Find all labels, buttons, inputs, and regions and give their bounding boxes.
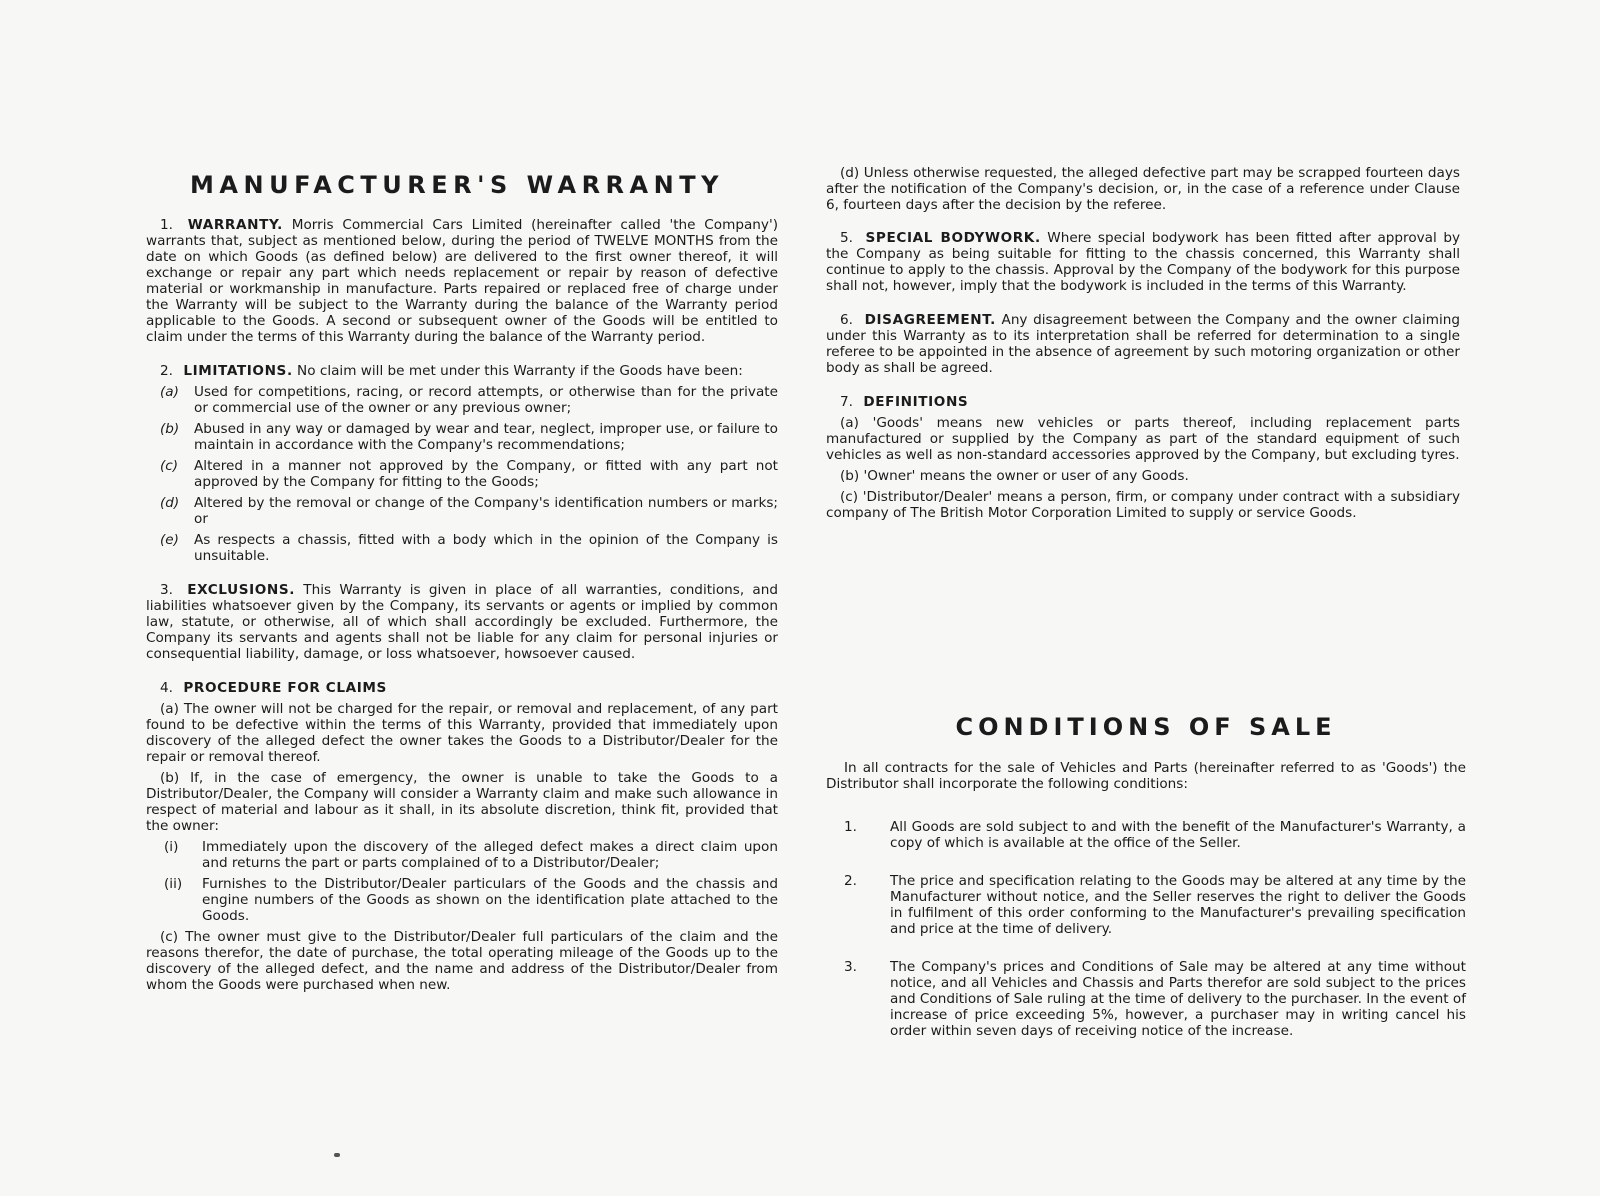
limitation-item bbox=[146, 532, 778, 564]
section-heading: PROCEDURE FOR CLAIMS bbox=[183, 680, 387, 696]
definition-b: (b) 'Owner' means the owner or user of any Goods. bbox=[840, 468, 1189, 484]
section-number: 5. bbox=[840, 230, 853, 246]
section-text: Where special bodywork has been fitted after approval by the Company as being suitable for fitting to the chassis concerned, this Warranty shall continue to apply to the chassis. Approval by the Company of the bodywork for this purpose shall not, however, imply that the bodywork is included in the terms of this Warranty. bbox=[826, 230, 1460, 294]
section-heading: DISAGREEMENT. bbox=[864, 312, 996, 328]
warranty-section-6 bbox=[826, 312, 1460, 376]
item-text: As respects a chassis, fitted with a body which in the opinion of the Company is unsuitable. bbox=[194, 532, 778, 564]
clause-c: (c) The owner must give to the Distributor/Dealer full particulars of the claim and the reasons therefor, the date of purchase, the total operating mileage of the Goods up to the discovery of the alleged defect, and the name and address of the Distributor/Dealer from whom the Goods were purchased when new. bbox=[146, 929, 778, 993]
conditions-of-sale bbox=[826, 712, 1466, 1061]
section-heading: EXCLUSIONS. bbox=[187, 582, 296, 598]
claim-condition-item bbox=[146, 876, 778, 924]
section-heading: SPECIAL BODYWORK. bbox=[865, 230, 1041, 246]
section-heading: LIMITATIONS. bbox=[183, 363, 293, 379]
item-label: (d) bbox=[160, 495, 180, 511]
condition-item bbox=[826, 959, 1466, 1039]
section-heading: DEFINITIONS bbox=[863, 394, 969, 410]
warranty-section-3 bbox=[146, 582, 778, 662]
item-text: Abused in any way or damaged by wear and tear, neglect, improper use, or failure to maintain in accordance with the Company's recommendations; bbox=[194, 421, 778, 453]
item-label: (c) bbox=[160, 458, 179, 474]
conditions-title: CONDITIONS OF SALE bbox=[955, 713, 1337, 741]
definition-c: (c) 'Distributor/Dealer' means a person, firm, or company under contract with a subsidiary company of The British Motor Corporation Limited to supply or service Goods. bbox=[826, 489, 1460, 521]
item-label: 2. bbox=[844, 873, 857, 889]
conditions-intro: In all contracts for the sale of Vehicles and Parts (hereinafter referred to as 'Goods') the Distributor shall incorporate the following conditions: bbox=[826, 760, 1466, 792]
print-speck bbox=[334, 1153, 340, 1157]
warranty-section-5 bbox=[826, 230, 1460, 294]
limitation-item bbox=[146, 458, 778, 490]
clause-a: (a) The owner will not be charged for the repair, or removal and replacement, of any part found to be defective within the terms of this Warranty, provided that immediately upon discovery of the alleged defect the owner takes the Goods to a Distributor/Dealer for the repair or removal thereof. bbox=[146, 701, 778, 765]
section-text: This Warranty is given in place of all warranties, conditions, and liabilities whatsoever given by the Company, its servants or agents or implied by common law, statute, or otherwise, all of which shall accordingly be excluded. Furthermore, the Company its servants and agents shall not be liable for any claim for personal injuries or consequential liability, damage, or loss whatsoever, howsoever caused. bbox=[146, 582, 778, 662]
warranty-right-column bbox=[826, 165, 1460, 539]
item-label: (b) bbox=[160, 421, 180, 437]
section-text: No claim will be met under this Warranty if the Goods have been: bbox=[297, 363, 743, 379]
section-number: 6. bbox=[840, 312, 853, 328]
item-label: (ii) bbox=[164, 876, 183, 892]
claim-condition-item bbox=[146, 839, 778, 871]
section-heading: WARRANTY. bbox=[187, 217, 283, 233]
section-number: 1. bbox=[160, 217, 173, 233]
warranty-left-column bbox=[146, 170, 778, 1011]
item-text: The Company's prices and Conditions of Sale may be altered at any time without notice, and all Vehicles and Chassis and Parts therefor are sold subject to the prices and Conditions of Sale ruling at the time of delivery to the purchaser. In the event of increase of price exceeding 5%, however, a purchaser may in writing cancel his order within seven days of receiving notice of the increase. bbox=[890, 959, 1467, 1039]
condition-item bbox=[826, 873, 1466, 937]
limitation-item bbox=[146, 384, 778, 416]
item-label: 1. bbox=[844, 819, 857, 835]
warranty-title: MANUFACTURER'S WARRANTY bbox=[190, 171, 724, 199]
definition-a: (a) 'Goods' means new vehicles or parts thereof, including replacement parts manufactured or supplied by the Company as part of the standard equipment of such vehicles as well as non-standard accessories approved by the Company, but excluding tyres. bbox=[826, 415, 1460, 463]
limitation-item bbox=[146, 495, 778, 527]
item-text: The price and specification relating to the Goods may be altered at any time by the Manufacturer without notice, and the Seller reserves the right to deliver the Goods in fulfilment of this order conforming to the Manufacturer's prevailing specification and price at the time of delivery. bbox=[890, 873, 1466, 937]
item-label: (i) bbox=[164, 839, 179, 855]
warranty-section-4 bbox=[146, 680, 778, 993]
item-label: (a) bbox=[160, 384, 179, 400]
section-number: 3. bbox=[160, 582, 173, 598]
warranty-section-2 bbox=[146, 363, 778, 564]
section-number: 4. bbox=[160, 680, 173, 696]
warranty-section-1 bbox=[146, 217, 778, 345]
section-number: 2. bbox=[160, 363, 173, 379]
warranty-section-7 bbox=[826, 394, 1460, 521]
section-number: 7. bbox=[840, 394, 853, 410]
clause-d: (d) Unless otherwise requested, the alleged defective part may be scrapped fourteen days after the notification of the Company's decision, or, in the case of a reference under Clause 6, fourteen days after the decision by the referee. bbox=[826, 165, 1460, 213]
condition-item bbox=[826, 819, 1466, 851]
item-text: Used for competitions, racing, or record attempts, or otherwise than for the private or commercial use of the owner or any previous owner; bbox=[194, 384, 778, 416]
section-text: Any disagreement between the Company and the owner claiming under this Warranty as to its interpretation shall be referred for determination to a single referee to be appointed in the absence of agreement by such motoring organization or other body as shall be agreed. bbox=[826, 312, 1460, 376]
item-label: 3. bbox=[844, 959, 857, 975]
item-text: Furnishes to the Distributor/Dealer particulars of the Goods and the chassis and engine numbers of the Goods as shown on the identification plate attached to the Goods. bbox=[202, 876, 778, 924]
section-text: Morris Commercial Cars Limited (hereinafter called 'the Company') warrants that, subject as mentioned below, during the period of TWELVE MONTHS from the date on which Goods (as defined below) are delivered to the first owner thereof, it will exchange or repair any part which needs replacement or repair by reason of defective material or workmanship in manufacture. Parts repaired or replaced free of charge under the Warranty will be subject to the Warranty during the balance of the Warranty period applicable to the Goods. A second or subsequent owner of the Goods will be entitled to claim under the terms of this Warranty during the balance of the Warranty period. bbox=[146, 217, 779, 345]
item-text: Altered in a manner not approved by the Company, or fitted with any part not approved by the Company for fitting to the Goods; bbox=[194, 458, 778, 490]
item-text: All Goods are sold subject to and with the benefit of the Manufacturer's Warranty, a copy of which is available at the office of the Seller. bbox=[890, 819, 1466, 851]
limitation-item bbox=[146, 421, 778, 453]
item-label: (e) bbox=[160, 532, 179, 548]
clause-b: (b) If, in the case of emergency, the owner is unable to take the Goods to a Distributor/Dealer, the Company will consider a Warranty claim and make such allowance in respect of material and labour as it shall, in its absolute discretion, think fit, provided that the owner: bbox=[146, 770, 778, 834]
item-text: Altered by the removal or change of the Company's identification numbers or marks; or bbox=[194, 495, 778, 527]
item-text: Immediately upon the discovery of the alleged defect makes a direct claim upon and returns the part or parts complained of to a Distributor/Dealer; bbox=[202, 839, 778, 871]
